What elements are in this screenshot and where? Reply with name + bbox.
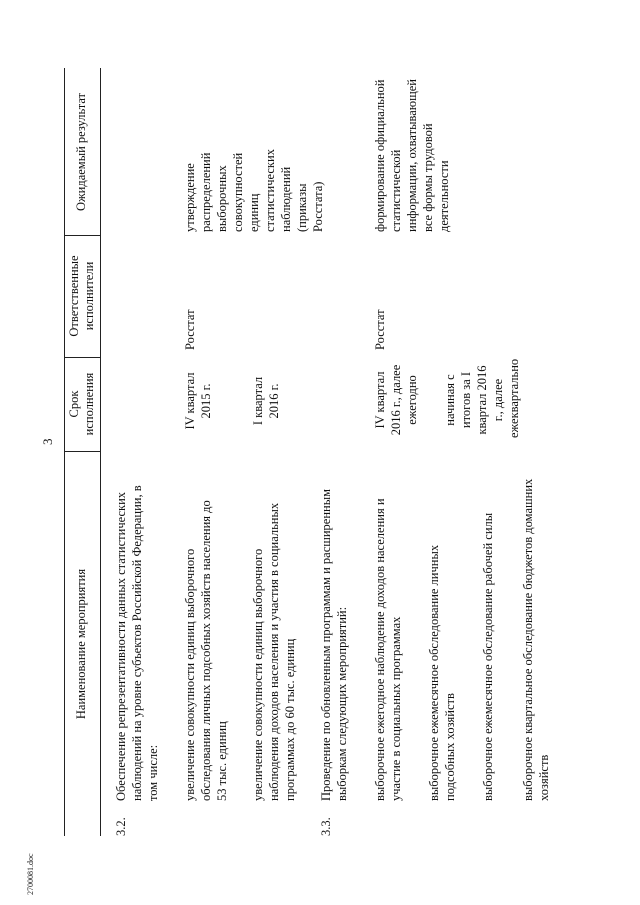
table-top-border — [64, 68, 65, 836]
row-name: выборочное ежемесячное обследование рабочей силы — [481, 512, 495, 801]
row-number: 3.2. — [114, 817, 128, 836]
row-result: утверждение распределений выборочных совокупностей единиц статистических наблюдений (приказы Росстата) — [183, 149, 325, 232]
row-name: выборочное ежемесячное обследование личных подсобных хозяйств — [427, 544, 457, 801]
row-term: IV квартал 2016 г., далее ежегодно — [373, 364, 419, 436]
row-name: выборочное ежегодное наблюдение доходов населения и участие в социальных программах — [373, 498, 403, 801]
header-executors: Ответственные исполнители — [67, 255, 96, 337]
table-header-border — [100, 68, 101, 836]
row-name: Обеспечение репрезентативности данных статистических наблюдений на уровне субъектов Российской Федерации, в том числе: — [114, 485, 160, 801]
row-executors: Росстат — [373, 309, 387, 350]
footer-doc-name: 2700081.doc — [26, 853, 35, 895]
page-number: 3 — [40, 438, 55, 445]
row-name: увеличение совокупности единиц выборочного обследования личных подсобных хозяйств населения до 53 тыс. единиц — [183, 500, 229, 801]
row-result: формирование официальной статистической информации, охватывающей все формы трудовой деятельности — [373, 79, 451, 232]
row-name: увеличение совокупности единиц выборочного наблюдения доходов населения и участия в социальных программах до 60 тыс. единиц — [251, 502, 297, 801]
header-result: Ожидаемый результат — [74, 92, 88, 212]
row-name: Проведение по обновленным программам и расширенным выборкам следующих мероприятий: — [319, 488, 349, 801]
header-term: Срок исполнения — [67, 372, 96, 436]
row-term: I квартал 2016 г. — [251, 376, 281, 426]
row-name: выборочное квартальное обследование бюджетов домашних хозяйств — [521, 478, 551, 801]
row-term: IV квартал 2015 г. — [183, 372, 213, 430]
row-number: 3.3. — [319, 817, 333, 836]
col-divider-2 — [64, 357, 100, 358]
rotated-table — [64, 68, 550, 836]
row-term: начиная с итогов за I квартал 2016 г., далее ежеквартально — [443, 358, 521, 438]
row-executors: Росстат — [183, 309, 197, 350]
header-name: Наименование мероприятия — [74, 568, 88, 720]
